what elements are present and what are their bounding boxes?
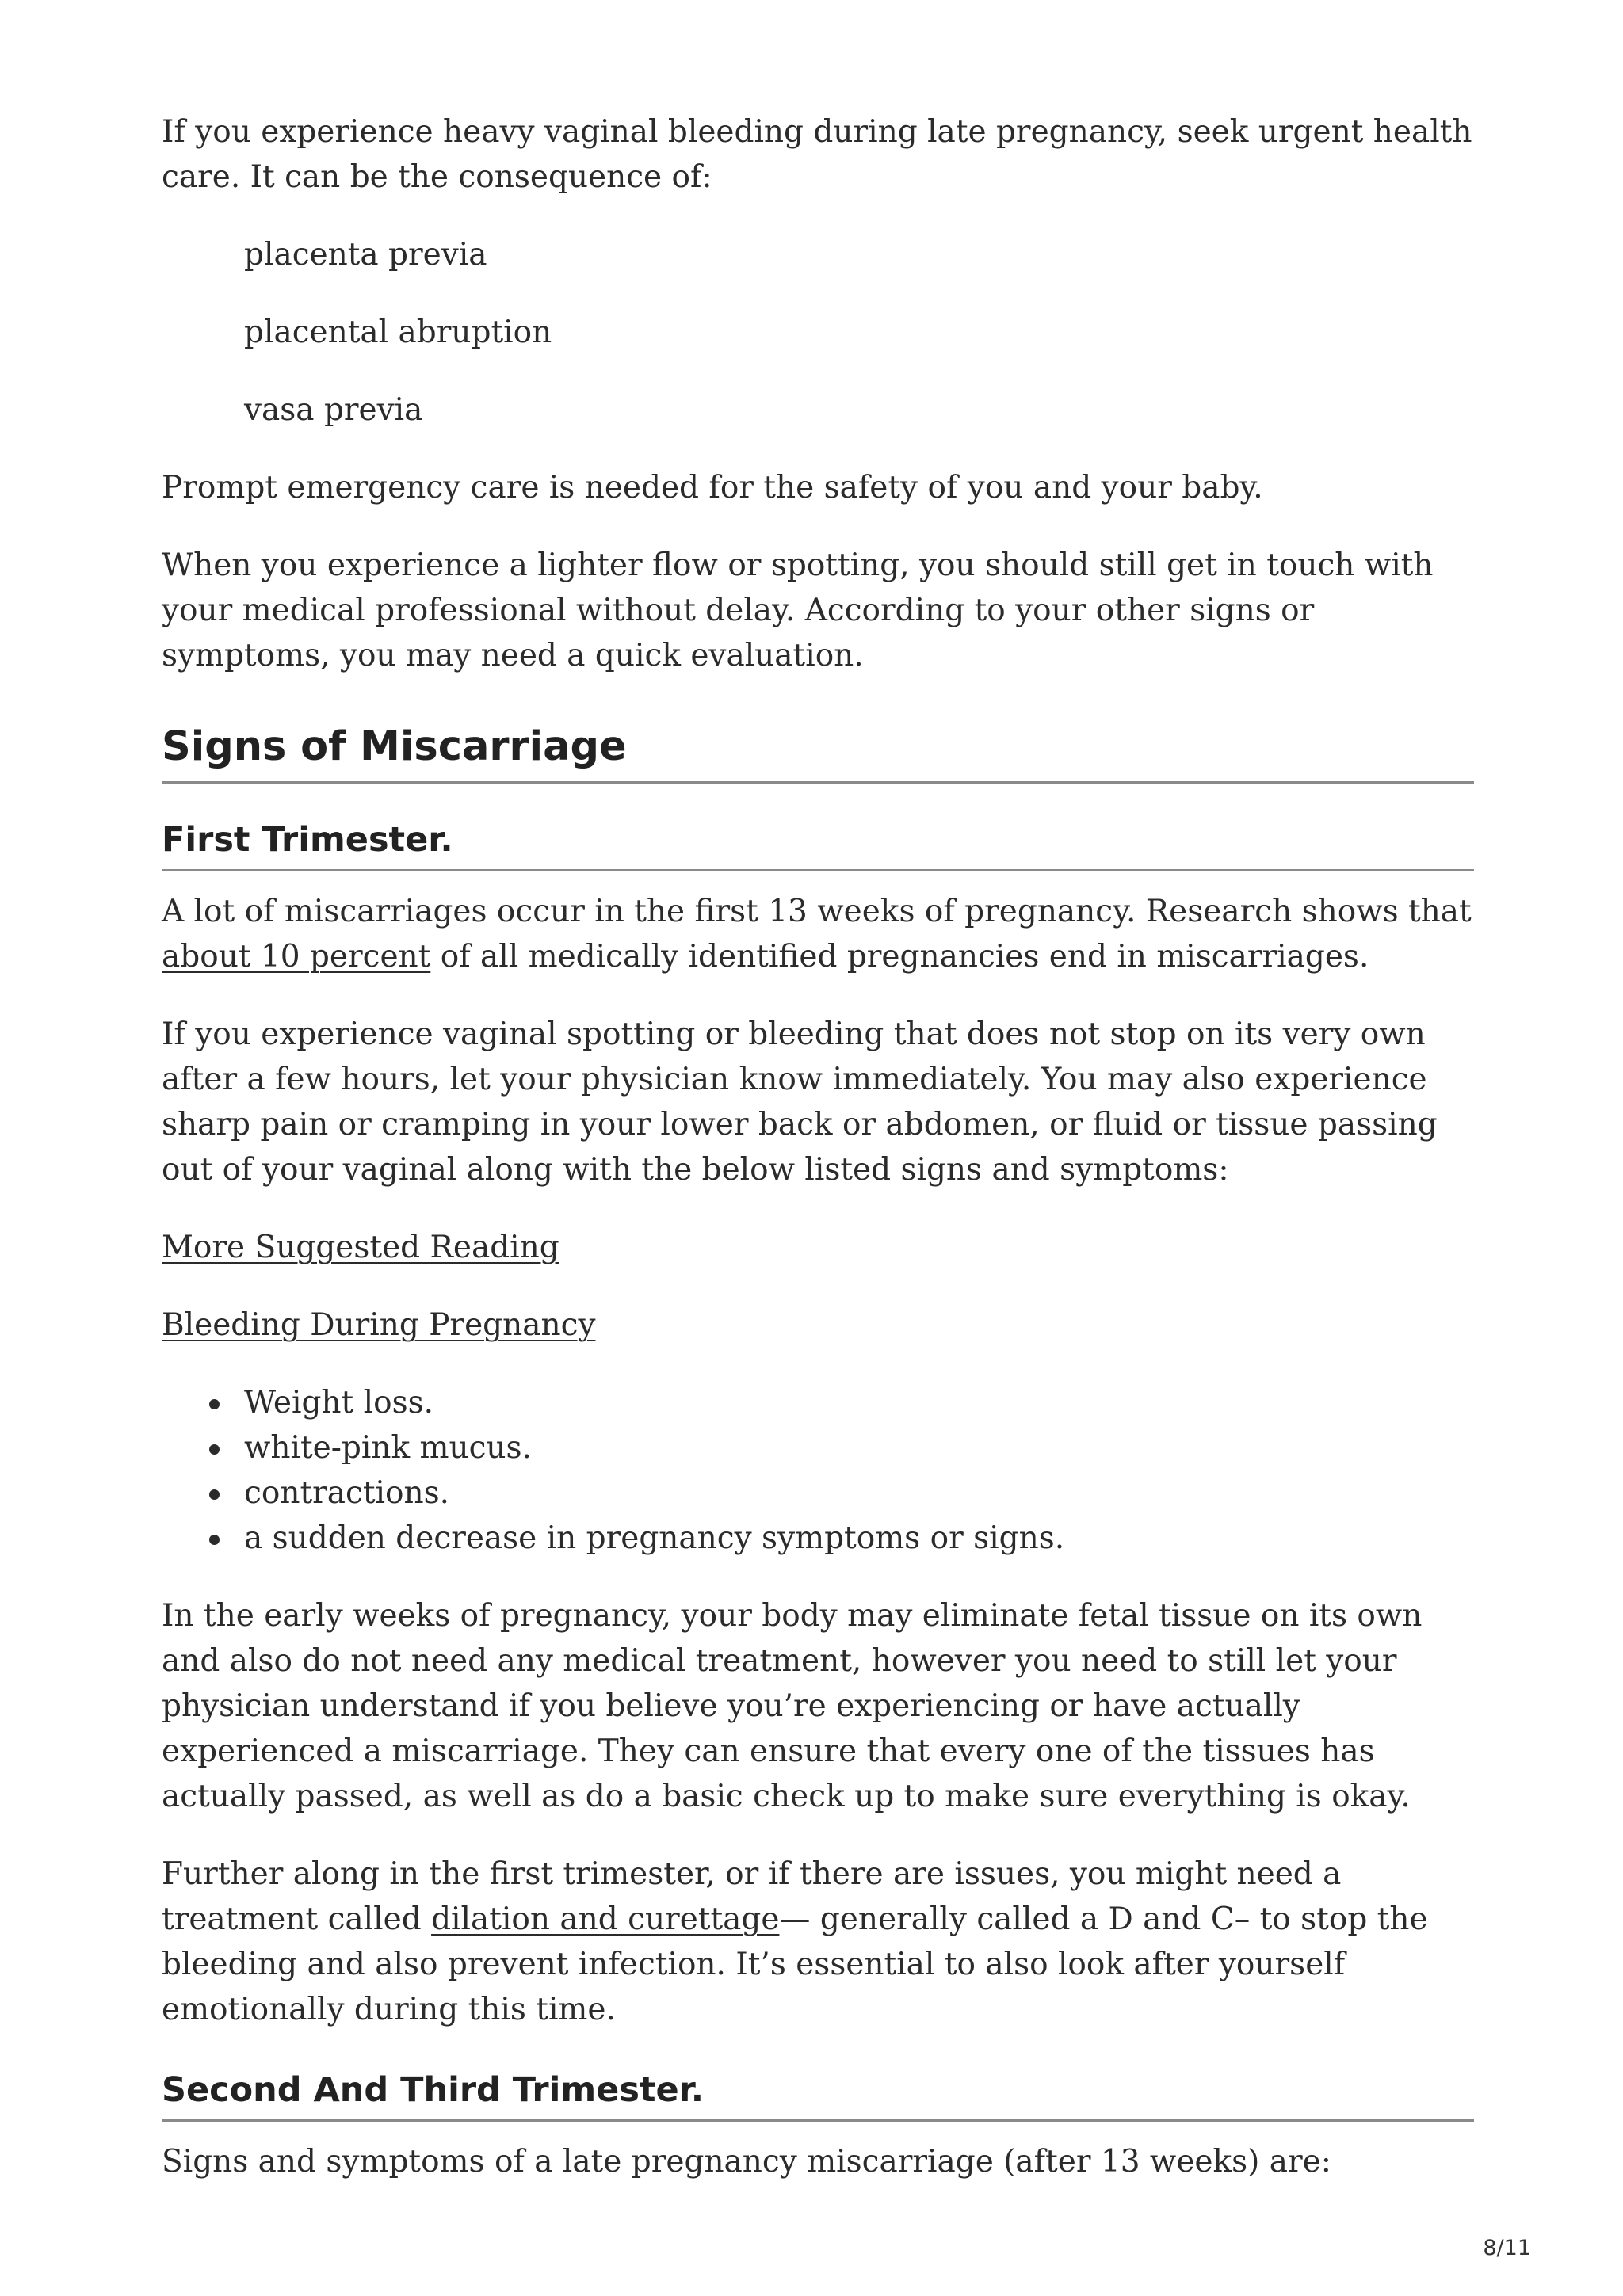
- list-item: a sudden decrease in pregnancy symptoms or signs.: [162, 1516, 1474, 1561]
- cause-item: vasa previa: [244, 392, 423, 428]
- page-number: 8/11: [1483, 2236, 1531, 2260]
- paragraph-text: A lot of miscarriages occur in the first 13 weeks of pregnancy. Research shows that: [162, 894, 1472, 929]
- second-third-trimester-heading: Second And Third Trimester.: [162, 2070, 705, 2110]
- suggested-reading-line: [162, 1225, 1474, 1270]
- list-item: white-pink mucus.: [162, 1425, 1474, 1470]
- lighter-flow-paragraph: When you experience a lighter flow or spotting, you should still get in touch with your medical professional without delay. According to your other signs or symptoms, you may need a quick evaluation.: [162, 547, 1434, 673]
- first-trimester-paragraph-4: [162, 1852, 1474, 2032]
- second-third-trimester-divider: [162, 2119, 1474, 2122]
- first-trimester-paragraph-1: [162, 889, 1474, 979]
- intro-paragraph: If you experience heavy vaginal bleeding during late pregnancy, seek urgent health care. It can be the consequence of:: [162, 114, 1472, 195]
- section-heading: Signs of Miscarriage: [162, 723, 627, 770]
- document-page: [162, 109, 1474, 2184]
- paragraph-text: — generally called a D and C– to stop the bleeding and also prevent infection. It’s essential to also look after yourself emotionally during this time.: [162, 1901, 1428, 2027]
- first-trimester-paragraph-2: If you experience vaginal spotting or bleeding that does not stop on its very own after a few hours, let your physician know immediately. You may also experience sharp pain or cramping in your lower back or abdomen, or fluid or tissue passing out of your vaginal along with the below listed signs and symptoms:: [162, 1016, 1438, 1188]
- paragraph-text: Further along in the first trimester, or if there are issues, you might need a treatment called: [162, 1856, 1342, 1937]
- symptoms-list: [162, 1380, 1474, 1561]
- bleeding-during-pregnancy-link[interactable]: Bleeding During Pregnancy: [162, 1307, 596, 1343]
- about-10-percent-link[interactable]: about 10 percent: [162, 939, 431, 974]
- second-third-paragraph-1: Signs and symptoms of a late pregnancy miscarriage (after 13 weeks) are:: [162, 2144, 1331, 2180]
- emergency-paragraph: Prompt emergency care is needed for the safety of you and your baby.: [162, 470, 1263, 505]
- cause-item: placenta previa: [244, 237, 487, 273]
- bleeding-link-line: [162, 1302, 1474, 1348]
- first-trimester-heading: First Trimester.: [162, 820, 453, 860]
- section-divider: [162, 781, 1474, 784]
- cause-item: placental abruption: [244, 315, 552, 350]
- first-trimester-divider: [162, 869, 1474, 871]
- list-item: contractions.: [162, 1470, 1474, 1516]
- first-trimester-paragraph-3: In the early weeks of pregnancy, your body may eliminate fetal tissue on its own and also do not need any medical treatment, however you need to still let your physician understand if you believe you’re experiencing or have actually experienced a miscarriage. They can ensure that every one of the tissues has actually passed, as well as do a basic check up to make sure everything is okay.: [162, 1598, 1423, 1814]
- paragraph-text: of all medically identified pregnancies end in miscarriages.: [430, 939, 1369, 974]
- dilation-and-curettage-link[interactable]: dilation and curettage: [431, 1901, 780, 1937]
- more-suggested-reading-link[interactable]: More Suggested Reading: [162, 1230, 559, 1265]
- list-item: Weight loss.: [162, 1380, 1474, 1425]
